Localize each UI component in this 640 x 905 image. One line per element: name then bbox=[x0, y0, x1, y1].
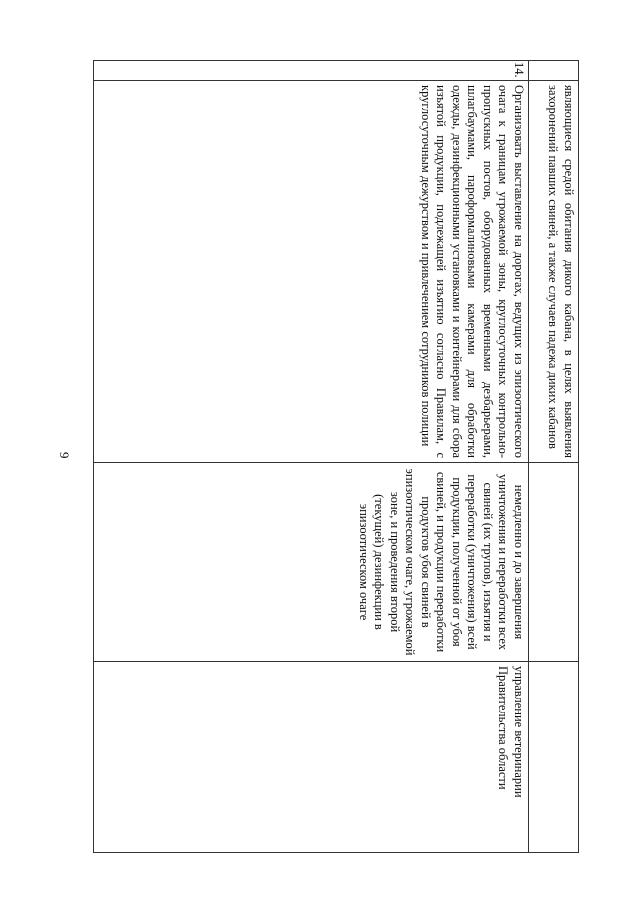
cell-number: 14. bbox=[94, 61, 529, 81]
page-number: 9 bbox=[57, 452, 72, 459]
table-row-continued bbox=[529, 61, 579, 853]
table-frame bbox=[93, 60, 579, 851]
rotated-table-container bbox=[93, 60, 579, 851]
measures-table bbox=[93, 60, 579, 853]
cell-term: немедленно и до завершения уничтожения и переработки всех свиней (их трупов), изъятия и переработки (уничтожения) всей продукции, полученной от убоя свиней, и продукции переработки продуктов убоя свиней в эпизоотическом очаге, угрожаемой зоне, и проведения второй (текущей) дезинфекции в эпизоотическом очаге bbox=[94, 463, 529, 662]
cell-action: являющиеся средой обитания дикого кабана, в целях выявления захоронений павших свиней, а также случаев падежа диких кабанов bbox=[529, 81, 579, 463]
cell-term bbox=[529, 463, 579, 662]
cell-action: Организовать выставление на дорогах, ведущих из эпизоотического очага к границам угрожаемой зоны, круглосуточных контрольно-пропускных постов, оборудованных временными дезбарьерами, шлагбаумами, пароформалиновыми камерами для обработки одежды, дезинфекционными установками и контейнерами для сбора изъятой продукции, подлежащей изъятию согласно Правилам, с круглосуточным дежурством и привлечением сотрудников полиции bbox=[94, 81, 529, 463]
cell-number bbox=[529, 61, 579, 81]
table-row-14 bbox=[94, 61, 529, 853]
cell-responsible: управление ветеринарии Правительства области bbox=[94, 662, 529, 853]
cell-responsible bbox=[529, 662, 579, 853]
